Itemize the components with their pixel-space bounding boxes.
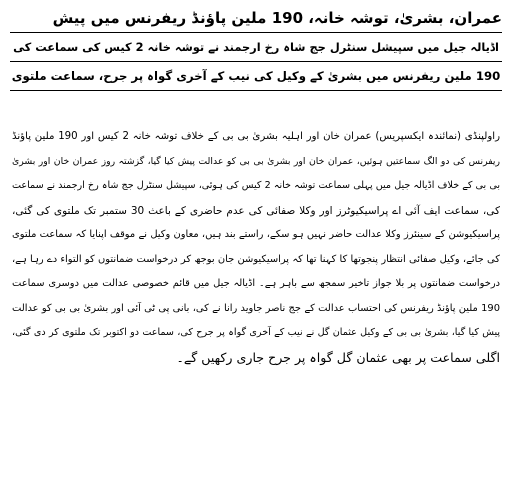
body-line: بی بی کے خلاف اڈیالہ جیل میں پہلی سماعت توشہ خانہ 2 کیس کی ہوئی، سپیشل سنٹرل جج شاہ رخ ارجمند نے سماعت	[12, 180, 500, 191]
body-line: کی جائے، وکیل صفائی انتظار پنجوتھا کا کہنا تھا کہ پراسیکیوشن جان بوجھ کر درخواست ضمانتوں کو التواء دے رہا ہے،	[12, 253, 500, 265]
body-line: ریفرنس کی دو الگ سماعتیں ہوئیں، عمران خان اور بشریٰ بی بی کو عدالت پیش کیا گیا، گزشتہ روز عمران خان اور بشریٰ	[12, 155, 500, 167]
body-line: پیش کیا گیا، بشریٰ بی بی کے وکیل عثمان گل نے نیب کے آخری گواہ پر جرح کی، سماعت دو اکتوبر تک ملتوی کر دی گئی،	[12, 327, 500, 338]
body-line: پراسیکیوشن کے سینئرز وکلا عدالت حاضر نہیں ہو سکے، راستے بند ہیں، معاون وکیل نے موقف اپنایا کہ سماعت ملتوی	[12, 229, 500, 240]
headline-block	[10, 4, 502, 91]
body-line: کی، سماعت ایف آئی اے پراسیکیوٹرز اور وکلا صفائی کی عدم حاضری کے باعث 30 ستمبر تک ملتوی کی گئی،	[12, 204, 500, 217]
headline-sub-1: اڈیالہ جیل میں سپیشل سنٹرل جج شاہ رخ ارجمند نے توشہ خانہ 2 کیس کی سماعت کی	[10, 33, 502, 62]
article-body	[12, 125, 500, 370]
body-line: درخواست ضمانتوں پر بلا جواز تاخیر سمجھ سے باہر ہے۔ اڈیالہ جیل میں قائم خصوصی عدالت میں دوسری سماعت	[12, 278, 500, 289]
headline-sub-2: 190 ملین ریفرنس میں بشریٰ کے وکیل کی نیب کے آخری گواہ پر جرح، سماعت ملتوی	[10, 62, 502, 91]
body-line: راولپنڈی (نمائندہ ایکسپریس) عمران خان اور اہلیہ بشریٰ بی بی کے خلاف توشہ خانہ 2 کیس اور 190 ملین پاؤنڈ	[12, 131, 500, 142]
body-line: 190 ملین پاؤنڈ ریفرنس کی احتساب عدالت کے جج ناصر جاوید رانا نے کی، بانی پی ٹی آئی اور بشریٰ بی بی کو عدالت	[12, 302, 500, 314]
body-line-last: اگلی سماعت پر بھی عثمان گل گواہ پر جرح جاری رکھیں گے۔	[176, 349, 500, 365]
headline-main: عمران، بشریٰ، توشہ خانہ، 190 ملین پاؤنڈ ریفرنس میں پیش	[10, 4, 502, 33]
